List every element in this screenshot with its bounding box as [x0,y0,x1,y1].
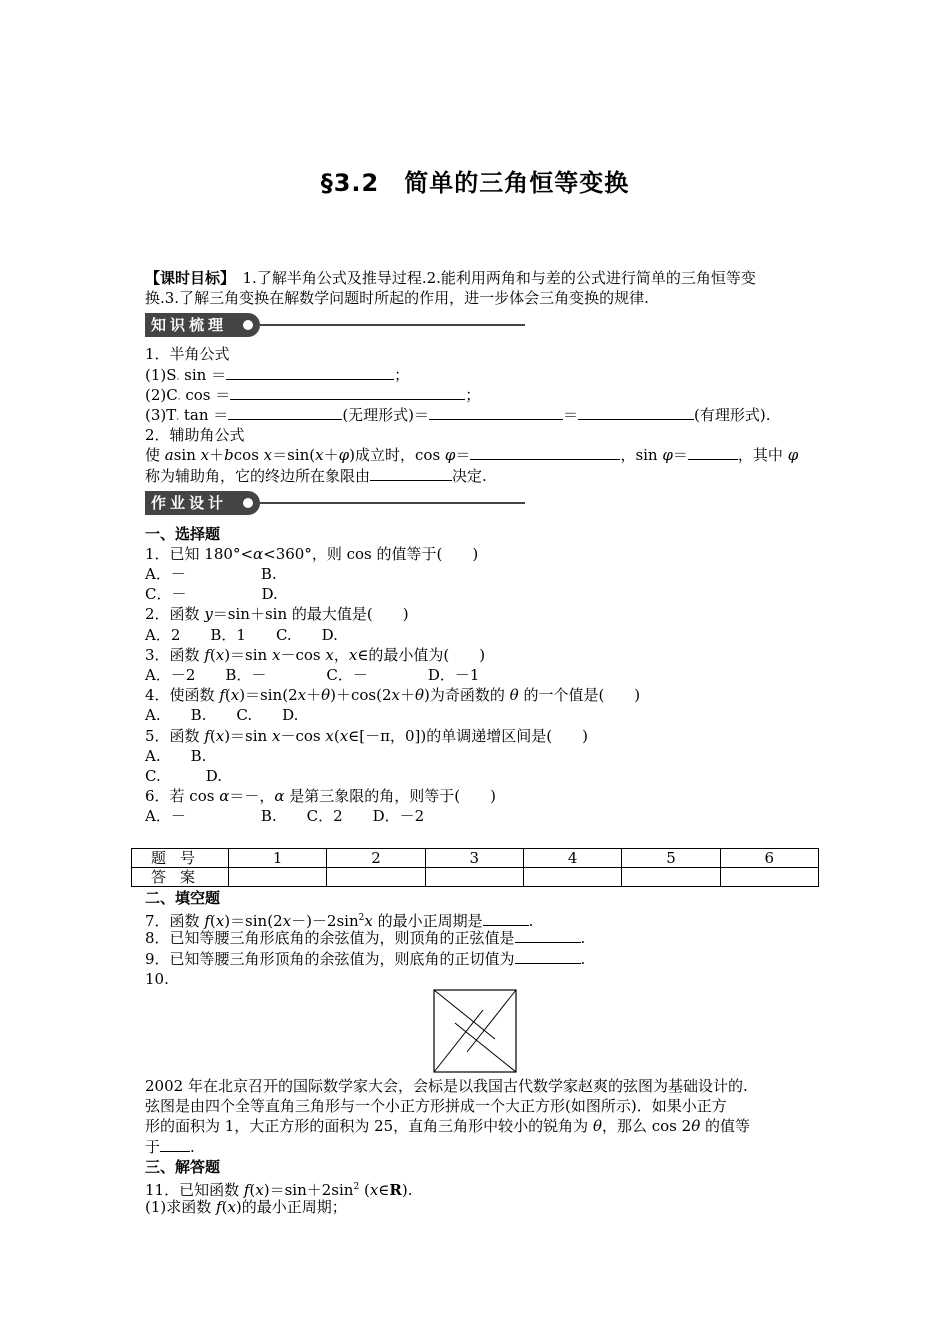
question-3: 3．函数 f(x)＝sin x－cos x，x∈的最小值为( ) [145,645,486,664]
answer-cell[interactable] [229,868,327,887]
formula-c: $(2)C_\cdot$ cos ＝ ； [145,385,481,405]
answer-table-number: 2 [327,849,425,868]
question-10-text [145,1076,825,1217]
blank-cos-phi[interactable] [470,445,620,460]
blank-q7[interactable] [483,911,529,926]
answer-table-number: 6 [720,849,818,868]
blank-t3[interactable] [578,405,694,420]
solve-heading: 三、解答题 [145,1157,221,1176]
string-figure-icon [433,989,517,1073]
question-10-line-2: 弦图是由四个全等直角三角形与一个小正方形拼成一个大正方形(如图所示)．如果小正方 [145,1097,727,1116]
half-angle-heading: 1．半角公式 [145,345,230,364]
question-3-options: A．－2 B．－ C．－ D．－1 [145,666,480,684]
question-7: 7．函数 $f(x)=\sin(2x-)-2\sin^2x$ 的最小正周期是 . [145,912,534,931]
question-10-number: 10. [145,969,169,988]
answer-table-number: 1 [229,849,327,868]
answer-table-number: 4 [523,849,621,868]
question-11: 11．已知函数 $f(x)=\sin+2\sin^2$ (x∈R). [145,1180,413,1199]
fill-heading: 二、填空题 [145,889,221,907]
banner-homework-label: 作业设计 [145,491,260,515]
banner-homework [145,488,825,518]
choice-heading: 一、选择题 [145,524,221,543]
aux-line-1: 使 asin x＋bcos x＝sin(x＋φ)成立时，cos φ＝ ，sin φ＝ ，其中 φ [145,446,799,465]
banner-knowledge [145,310,825,340]
question-6-options: A．－ B. C．2 D．－2 [145,807,425,826]
blank-c[interactable] [230,385,465,400]
answer-cell[interactable] [327,868,425,887]
formula-t: $(3)T_\cdot$ tan ＝ (无理形式)＝ ＝ (有理形式). [145,405,771,425]
question-1-options-ab: A．－ B. [145,565,277,584]
answer-cell[interactable] [622,868,720,887]
answer-table-head-number: 题号 [132,849,229,868]
question-5: 5．函数 f(x)＝sin x－cos x(x∈[－π，0])的单调递增区间是( ) [145,726,588,745]
aux-heading: 2．辅助角公式 [145,426,245,445]
answer-cell[interactable] [523,868,621,887]
question-1: 1．已知 180°<α<360°，则 cos 的值等于( ) [145,544,479,563]
objectives-label: 【课时目标】 [145,269,228,287]
answer-table-row-numbers [132,849,819,868]
question-4-options: A. B. C. D. [145,706,299,725]
banner-knowledge-label: 知识梳理 [145,313,260,337]
answer-table-head-answer: 答案 [132,868,229,887]
question-9: 9．已知等腰三角形顶角的余弦值为，则底角的正切值为 . [145,949,586,968]
formula-s: $(1)S_\cdot$ sin ＝ ； [145,365,410,385]
question-1-options-cd: C．－ D. [145,585,278,604]
question-2-options: A．2 B．1 C. D. [145,625,338,644]
question-11-part-1: (1)求函数 f(x)的最小正周期； [145,1198,347,1217]
question-6: 6．若 cos α＝－，α 是第三象限的角，则等于( ) [145,787,496,806]
blank-sin-phi[interactable] [688,445,738,460]
answer-table [131,848,819,887]
objectives-text-1: 1.了解半角公式及推导过程.2.能利用两角和与差的公式进行简单的三角恒等变 [227,269,756,287]
banner-dot-icon [243,498,253,508]
question-8: 8．已知等腰三角形底角的余弦值为，则顶角的正弦值是 . [145,929,586,948]
objectives-line-2: 换.3.了解三角变换在解数学问题时所起的作用，进一步体会三角变换的规律. [145,289,649,308]
blank-t1[interactable] [228,405,342,420]
blank-q10[interactable] [160,1137,190,1152]
banner-rule [260,502,525,504]
main-content [145,268,825,827]
zhao-shuang-diagram [433,989,517,1077]
question-4: 4．使函数 f(x)＝sin(2x＋θ)＋cos(2x＋θ)为奇函数的 θ 的一个值是( ) [145,686,641,705]
question-5-options-cd: C. D. [145,766,222,785]
answer-table-number: 3 [425,849,523,868]
aux-line-2: 称为辅助角，它的终边所在象限由 决定. [145,466,487,485]
answer-cell[interactable] [425,868,523,887]
question-10-line-3: 形的面积为 1，大正方形的面积为 25，直角三角形中较小的锐角为 θ，那么 cos 2θ 的值等 [145,1117,750,1136]
question-2: 2．函数 y＝sin＋sin 的最大值是( ) [145,605,409,624]
fill-section [145,888,825,989]
blank-q9[interactable] [515,949,581,964]
banner-rule [260,324,525,326]
answer-table-row-answers [132,868,819,887]
page-title: §3.2 简单的三角恒等变换 [320,169,630,197]
blank-q8[interactable] [515,928,581,943]
answer-cell[interactable] [720,868,818,887]
answer-table-number: 5 [622,849,720,868]
objectives-line-1 [145,268,825,288]
question-5-options-ab: A. B. [145,746,207,765]
question-10-line-1: 2002 年在北京召开的国际数学家大会，会标是以我国古代数学家赵爽的弦图为基础设计的. [145,1077,748,1095]
blank-t2[interactable] [429,405,563,420]
blank-s[interactable] [226,365,394,380]
blank-quadrant[interactable] [370,466,452,481]
question-10-line-4: 于 . [145,1137,195,1156]
